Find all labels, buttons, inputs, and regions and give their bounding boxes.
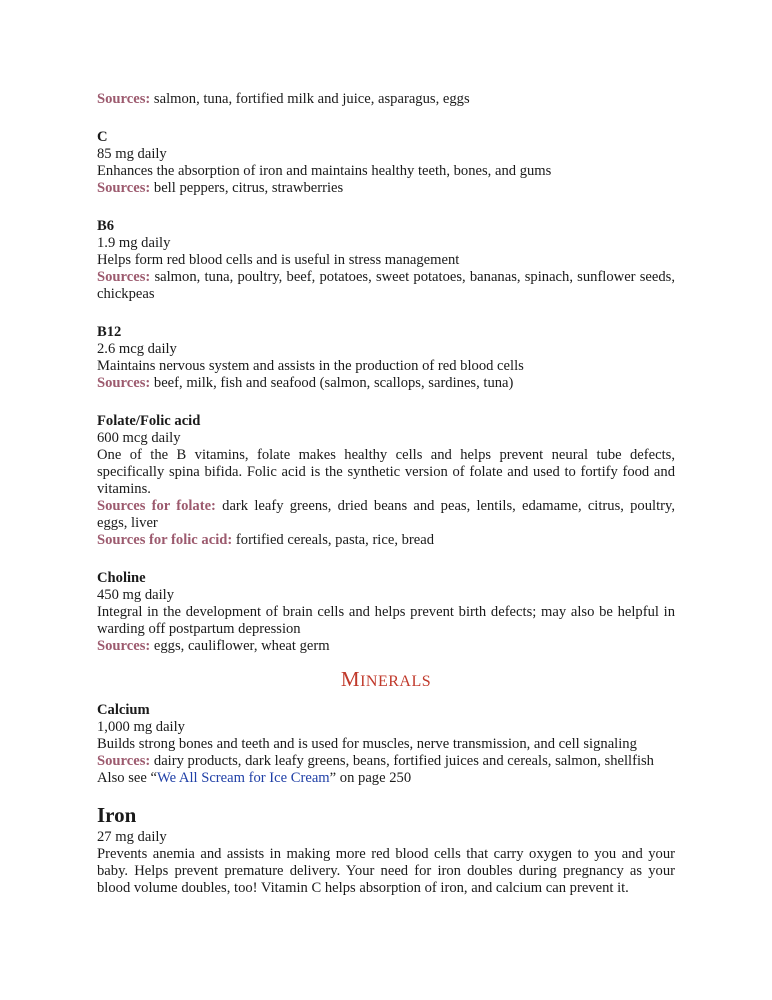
nutrient-name: C <box>97 129 108 145</box>
nutrient-sources <box>97 498 675 532</box>
nutrient-amount: 600 mcg daily <box>97 430 181 446</box>
nutrient-name: Calcium <box>97 702 150 718</box>
sources-label: Sources: <box>97 638 151 654</box>
sources-text: beef, milk, fish and seafood (salmon, scallops, sardines, tuna) <box>153 375 514 391</box>
nutrient-name: B6 <box>97 218 115 234</box>
nutrient-name: Choline <box>97 570 146 586</box>
nutrient-sources <box>97 269 675 303</box>
nutrient-name: Folate/Folic acid <box>97 413 201 429</box>
sources-label: Sources: <box>97 180 151 196</box>
nutrient-description: Helps form red blood cells and is useful in stress management <box>97 252 460 268</box>
nutrient-description: Maintains nervous system and assists in the production of red blood cells <box>97 358 524 374</box>
sources-text: fortified cereals, pasta, rice, bread <box>235 532 435 548</box>
nutrient-description: Prevents anemia and assists in making more red blood cells that carry oxygen to you and your baby. Helps prevent premature delivery. Your need for iron doubles during pregnancy as your blood volume doubles, too! Vitamin C helps absorption of iron, and calcium can prevent it. <box>97 846 675 896</box>
nutrient-amount: 85 mg daily <box>97 146 167 162</box>
minerals-heading <box>97 667 675 702</box>
sources-label: Sources: <box>97 91 151 107</box>
folate-block <box>97 413 675 549</box>
sources-label: Sources: <box>97 375 151 391</box>
page-content <box>97 91 675 897</box>
nutrient-amount: 27 mg daily <box>97 829 167 845</box>
nutrient-amount: 450 mg daily <box>97 587 175 603</box>
nutrient-description: Enhances the absorption of iron and maintains healthy teeth, bones, and gums <box>97 163 552 179</box>
sources-label: Sources for folic acid: <box>97 532 233 548</box>
nutrient-name: Iron <box>97 803 137 827</box>
nutrient-sources <box>97 638 675 655</box>
vitamin-d-sources-block <box>97 91 675 108</box>
see-also-prefix: Also see “ <box>97 770 157 786</box>
nutrient-amount: 2.6 mcg daily <box>97 341 177 357</box>
heading-rest: INERALS <box>360 673 432 690</box>
sources-text: dark leafy greens, dried beans and peas, lentils, edamame, citrus, poultry, eggs, liver <box>97 498 675 531</box>
vitamin-d-sources <box>97 91 675 108</box>
nutrient-sources <box>97 532 675 549</box>
ice-cream-link[interactable]: We All Scream for Ice Cream <box>156 770 330 786</box>
sources-text: salmon, tuna, fortified milk and juice, asparagus, eggs <box>153 91 470 107</box>
sources-text: eggs, cauliflower, wheat germ <box>153 638 330 654</box>
vitamin-b12-block <box>97 324 675 392</box>
nutrient-description: Integral in the development of brain cells and helps prevent birth defects; may also be helpful in warding off postpartum depression <box>97 604 675 637</box>
sources-text: bell peppers, citrus, strawberries <box>153 180 344 196</box>
nutrient-amount: 1.9 mg daily <box>97 235 171 251</box>
nutrient-amount: 1,000 mg daily <box>97 719 185 735</box>
nutrient-sources <box>97 180 675 197</box>
nutrient-description: One of the B vitamins, folate makes healthy cells and helps prevent neural tube defects, specifically spina bifida. Folic acid is the synthetic version of folate and used to fortify food and vitamins. <box>97 447 675 497</box>
sources-text: dairy products, dark leafy greens, beans, fortified juices and cereals, salmon, shellfish <box>153 753 654 769</box>
heading-initial: M <box>340 667 361 691</box>
calcium-block <box>97 702 675 787</box>
nutrient-name: B12 <box>97 324 122 340</box>
sources-label: Sources for folate: <box>97 498 216 514</box>
sources-label: Sources: <box>97 753 151 769</box>
iron-block <box>97 803 675 897</box>
vitamin-b6-block <box>97 218 675 303</box>
sources-label: Sources: <box>97 269 151 285</box>
sources-text: salmon, tuna, poultry, beef, potatoes, sweet potatoes, bananas, spinach, sunflower seeds, chickpeas <box>97 269 675 302</box>
vitamin-c-block <box>97 129 675 197</box>
nutrient-sources <box>97 375 675 392</box>
nutrient-description: Builds strong bones and teeth and is used for muscles, nerve transmission, and cell signaling <box>97 736 637 752</box>
choline-block <box>97 570 675 655</box>
see-also-suffix: ” on page 250 <box>329 770 412 786</box>
see-also <box>97 770 675 787</box>
nutrient-sources <box>97 753 675 770</box>
